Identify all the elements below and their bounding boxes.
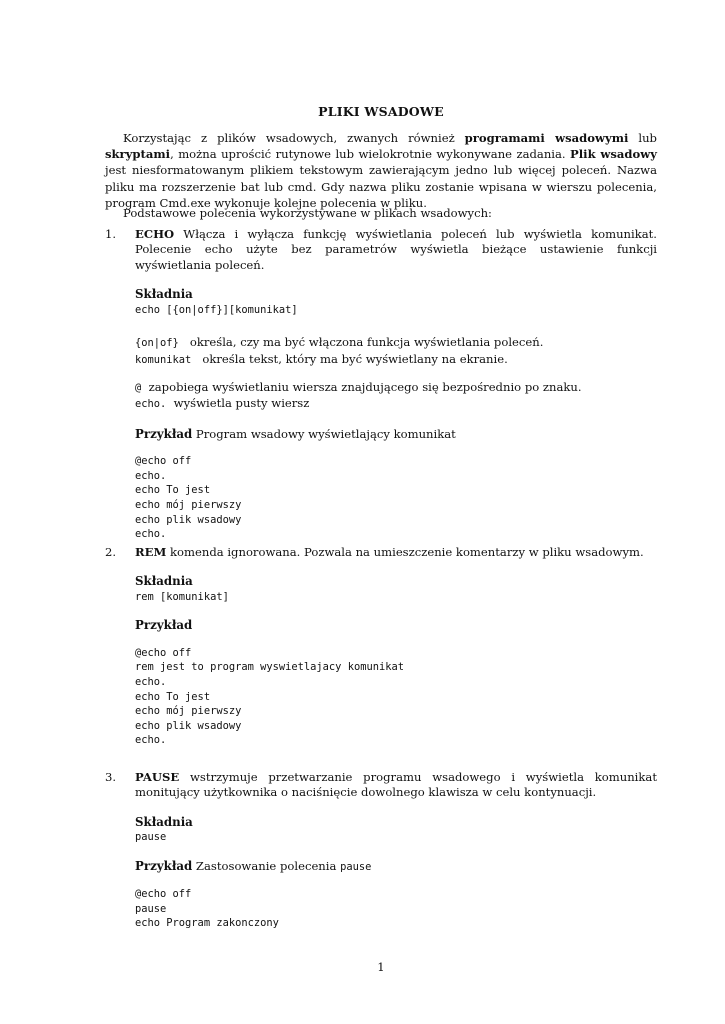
command-name: REM: [135, 545, 167, 559]
syntax-heading: Składnia: [135, 574, 193, 589]
param-text: określa, czy ma być włączona funkcja wyświetlania poleceń.: [189, 335, 544, 350]
list-number: 3.: [105, 770, 117, 784]
list-number: 1.: [105, 227, 117, 241]
command-name: PAUSE: [135, 770, 180, 784]
code-block: [135, 887, 657, 931]
param-text: określa tekst, który ma być wyświetlany na ekranie.: [202, 351, 508, 366]
intro-text: lub: [628, 131, 657, 145]
command-description: [135, 545, 657, 560]
list-item-echo: [105, 227, 657, 542]
intro-bold-term: Plik wsadowy: [570, 147, 657, 162]
note-row: [135, 380, 657, 396]
code-line: @echo off: [135, 455, 192, 468]
command-desc-text: Włącza i wyłącza funkcję wyświetlania poleceń lub wyświetla komunikat. Polecenie echo użyte bez parametrów wyświetla bieżące ustawienie funkcji wyświetlania poleceń.: [135, 227, 657, 272]
syntax-code: echo [{on|off}][komunikat]: [135, 303, 298, 316]
syntax-code: pause: [135, 831, 167, 844]
code-line: echo.: [135, 734, 167, 747]
intro-paragraph: [105, 130, 657, 211]
param-row: [135, 335, 657, 351]
example-heading: [135, 427, 657, 442]
example-label: Przykład: [135, 858, 193, 873]
code-line: rem jest to program wyswietlajacy komunikat: [135, 661, 404, 674]
code-block: [135, 646, 657, 748]
intro-bold-term: skryptami: [105, 147, 171, 162]
page-title: PLIKI WSADOWE: [318, 104, 444, 119]
code-line: echo.: [135, 676, 167, 688]
param-row: [135, 352, 657, 368]
syntax-heading: Składnia: [135, 287, 193, 302]
example-desc: Program wsadowy wyświetlający komunikat: [192, 426, 456, 441]
command-desc-text: komenda ignorowana. Pozwala na umieszczenie komentarzy w pliku wsadowym.: [166, 545, 644, 559]
note-code: echo.: [135, 398, 167, 411]
code-line: echo plik wsadowy: [135, 719, 242, 732]
code-line: echo Program zakonczony: [135, 917, 279, 930]
command-name: ECHO: [135, 227, 175, 241]
code-line: pause: [135, 902, 167, 915]
code-line: echo mój pierwszy: [135, 499, 242, 512]
param-code: {on|of}: [135, 337, 179, 350]
page-number: 1: [377, 960, 385, 974]
note-text: wyświetla pusty wiersz: [173, 396, 310, 411]
example-inline-code: pause: [340, 860, 372, 873]
code-line: echo mój pierwszy: [135, 705, 242, 718]
command-description: [135, 227, 657, 273]
list-item-pause: [105, 770, 657, 931]
code-line: echo To jest: [135, 690, 211, 703]
example-heading: Przykład: [135, 618, 193, 633]
intro-text: jest niesformatowanym plikiem tekstowym zawierającym jedno lub więcej poleceń. Nazwa pliku ma rozszerzenie bat lub cmd. Gdy nazwa pliku zostanie wpisana w wierszu polecenia, program Cmd.exe wykonuje kolejne polecenia w pliku.: [105, 163, 657, 210]
command-desc-text: wstrzymuje przetwarzanie programu wsadowego i wyświetla komunikat monitujący użytkownika o naciśnięcie dowolnego klawisza w celu kontynuacji.: [135, 770, 657, 800]
syntax-code: rem [komunikat]: [135, 590, 229, 603]
command-description: [135, 770, 657, 801]
note-row: [135, 396, 657, 412]
commands-intro: Podstawowe polecenia wykorzystywane w plikach wsadowych:: [123, 206, 492, 220]
list-item-body: [135, 227, 657, 542]
note-code: @: [135, 382, 142, 395]
example-heading: [135, 859, 657, 875]
example-label: Przykład: [135, 426, 193, 441]
code-line: @echo off: [135, 646, 192, 659]
code-block: [135, 454, 657, 542]
list-item-body: [135, 545, 657, 748]
intro-text: , można uprościć rutynowe lub wielokrotnie wykonywane zadania.: [170, 147, 571, 162]
param-code: komunikat: [135, 353, 192, 366]
list-number: 2.: [105, 545, 117, 559]
note-text: zapobiega wyświetlaniu wiersza znajdującego się bezpośrednio po znaku.: [148, 380, 582, 395]
syntax-heading: Składnia: [135, 814, 193, 829]
example-desc: Zastosowanie polecenia: [192, 858, 341, 873]
code-line: echo.: [135, 528, 167, 541]
intro-text: Korzystając z plików wsadowych, zwanych również: [123, 131, 465, 145]
code-line: echo To jest: [135, 484, 211, 497]
list-item-body: [135, 770, 657, 931]
code-line: echo.: [135, 469, 167, 482]
list-item-rem: [105, 545, 657, 748]
code-line: echo plik wsadowy: [135, 513, 242, 526]
code-line: @echo off: [135, 888, 192, 901]
intro-bold-term: programami wsadowymi: [464, 131, 629, 145]
